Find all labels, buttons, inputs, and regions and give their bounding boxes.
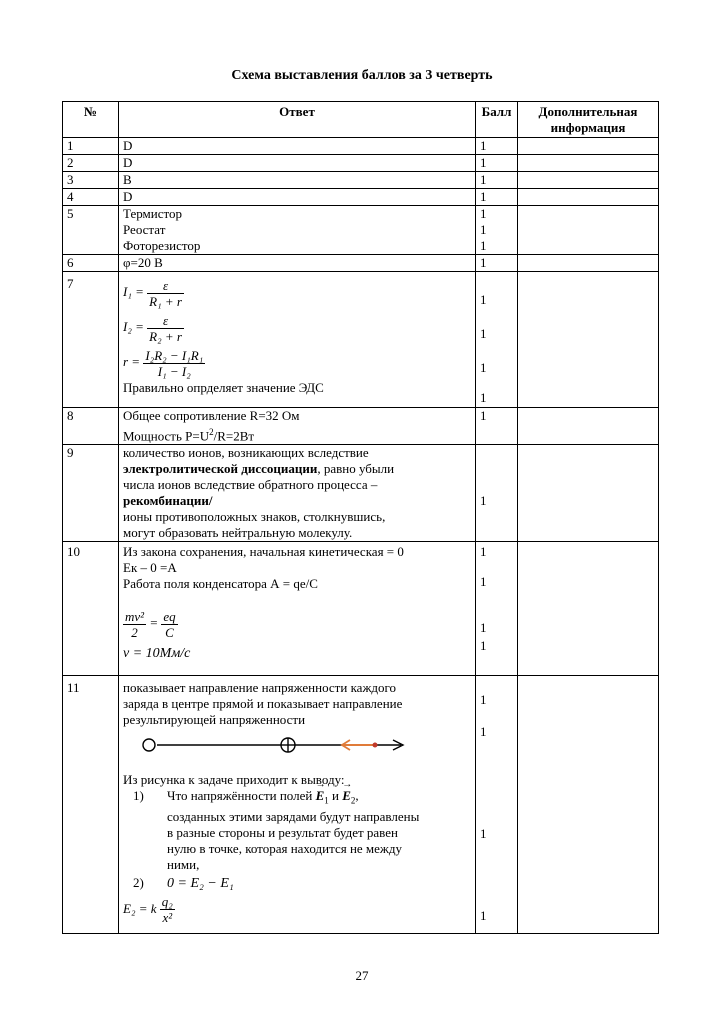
answer-line: Фоторезистор [123, 238, 201, 253]
conclusion-list [123, 788, 471, 892]
table-row-10 [63, 542, 659, 676]
answer-line: результирующей напряженности [123, 712, 306, 728]
row-extra [518, 189, 659, 206]
fraction: $\frac{\varepsilon}{\text{R₂ + r}}$ [149, 312, 182, 344]
table-row-3 [63, 172, 659, 189]
header-num: № [63, 102, 119, 138]
row-extra [518, 206, 659, 255]
row-answer [119, 408, 476, 445]
table-header-row [63, 102, 659, 138]
fraction: $\frac{\text{q₂}}{\text{x²}}$ [161, 894, 173, 926]
answer-line: Термистор [123, 206, 182, 221]
row-num: 1 [63, 138, 119, 155]
row-num: 9 [63, 445, 119, 542]
formula-e2: E₂ = k $\frac{\text{q₂}}{\text{x²}}$ [123, 894, 173, 926]
table-row-1 [63, 138, 659, 155]
table-row-2 [63, 155, 659, 172]
row-extra [518, 255, 659, 272]
row-answer: D [119, 189, 476, 206]
header-extra [518, 102, 659, 138]
field-diagram [131, 732, 431, 758]
row-num: 11 [63, 676, 119, 934]
row-extra [518, 542, 659, 676]
answer-line: электролитической диссоциации, равно убыли [123, 461, 395, 477]
formula-r: r = $\frac{\text{I₂R₂ − I₁R₁}}{\text{I₁ − I₂}}$ [123, 347, 204, 379]
score-value: 1 [480, 238, 487, 253]
formula-i2: I₂ = $\frac{\varepsilon}{\text{R₂ + r}}$ [123, 312, 182, 344]
table-row-11 [63, 676, 659, 934]
answer-line: могут образовать нейтральную молекулу. [123, 525, 353, 541]
score-value: 1 [480, 493, 487, 509]
row-score [476, 445, 518, 542]
row-extra [518, 272, 659, 408]
formula-i1: I₁ = $\frac{\varepsilon}{\text{R₁ + r}}$ [123, 277, 182, 309]
score-table [62, 101, 659, 934]
row-answer [119, 272, 476, 408]
row-num: 7 [63, 272, 119, 408]
row-score: 1 [476, 408, 518, 445]
row-answer: B [119, 172, 476, 189]
row-num: 8 [63, 408, 119, 445]
row-num: 2 [63, 155, 119, 172]
score-value: 1 [480, 206, 487, 221]
answer-line: рекомбинации/ [123, 493, 213, 509]
score-value: 1 [480, 724, 487, 740]
list-item: 1) Что напряжённости полей → $E_1$ $и \to E_2$, созданных этими зарядами будут направлены в разные стороны и результат будет равен нулю в точке, которая находится не между ними, [133, 788, 471, 873]
answer-line: Реостат [123, 222, 166, 237]
row-score: 1 [476, 155, 518, 172]
row-score: 1 [476, 138, 518, 155]
row-num: 4 [63, 189, 119, 206]
row-score [476, 272, 518, 408]
fraction: $\frac{\varepsilon}{\text{R₁ + r}}$ [149, 277, 182, 309]
answer-line: количество ионов, возникающих вследствие [123, 445, 369, 461]
score-value: 1 [480, 292, 487, 307]
header-score: Балл [476, 102, 518, 138]
row-answer [119, 206, 476, 255]
row-answer [119, 542, 476, 676]
row-answer: φ=20 В [119, 255, 476, 272]
answer-line: ионы противоположных знаков, столкнувшись, [123, 509, 386, 525]
formula-energy: $\frac{\text{mv²}}{2}$ = $\frac{eq}{C}$ [125, 608, 176, 640]
table-row-6 [63, 255, 659, 272]
row-num: 5 [63, 206, 119, 255]
score-value: 1 [480, 326, 487, 341]
table-row-5 [63, 206, 659, 255]
row-extra [518, 408, 659, 445]
answer-line: Работа поля конденсатора А = qe/C [123, 576, 318, 592]
row-extra [518, 172, 659, 189]
list-item: 2) 0 = E₂ − E₁ [133, 874, 234, 891]
score-value: 1 [480, 222, 487, 237]
table-row-4 [63, 189, 659, 206]
document-title: Схема выставления баллов за 3 четверть [231, 68, 493, 83]
table-row-8 [63, 408, 659, 445]
row-score [476, 542, 518, 676]
field-point [373, 743, 378, 748]
row-num: 3 [63, 172, 119, 189]
row-extra [518, 676, 659, 934]
answer-line: показывает направление напряженности каждого [123, 680, 397, 696]
row-extra [518, 138, 659, 155]
answer-line: Из рисунка к задаче приходит к выводу: [123, 772, 345, 788]
row-extra [518, 155, 659, 172]
row-score [476, 676, 518, 934]
row-extra [518, 445, 659, 542]
row-answer: D [119, 155, 476, 172]
fraction: $\frac{eq}{C}$ [163, 608, 176, 640]
charge-negative [143, 739, 155, 751]
score-value: 1 [480, 692, 487, 708]
row-answer [119, 676, 476, 934]
formula-velocity: v = 10Мм/с [123, 646, 191, 662]
score-value: 1 [480, 826, 487, 842]
score-value: 1 [480, 620, 487, 636]
answer-line: числа ионов вследствие обратного процесса – [123, 477, 378, 493]
score-value: 1 [480, 390, 487, 405]
answer-line: Мощность $P=U^2/R=2Вт$ [123, 427, 255, 444]
score-value: 1 [480, 638, 487, 654]
fraction: $\frac{\text{mv²}}{2}$ [125, 608, 145, 640]
answer-line: заряда в центре прямой и показывает направление [123, 696, 403, 712]
row-score: 1 [476, 172, 518, 189]
row-score: 1 [476, 189, 518, 206]
page-number: 27 [355, 968, 369, 983]
table-row-9 [63, 445, 659, 542]
header-answer: Ответ [119, 102, 476, 138]
row-score: 1 [476, 255, 518, 272]
row-num: 6 [63, 255, 119, 272]
answer-line: Из закона сохранения, начальная кинетическая = 0 [123, 544, 404, 560]
answer-line: Общее сопротивление R=32 Ом [123, 408, 300, 423]
score-value: 1 [480, 360, 487, 375]
row-num: 10 [63, 542, 119, 676]
header-extra-line1: Дополнительная [538, 104, 638, 119]
fraction: $\frac{\text{I₂R₂ − I₁R₁}}{\text{I₁ − I₂}}$ [145, 347, 204, 379]
table-row-7 [63, 272, 659, 408]
answer-note: Правильно опрделяет значение ЭДС [123, 380, 324, 395]
score-value: 1 [480, 908, 487, 924]
score-value: 1 [480, 574, 487, 590]
answer-line: Ек – 0 =А [123, 560, 177, 576]
row-answer: D [119, 138, 476, 155]
score-value: 1 [480, 544, 487, 560]
header-extra-line2: информация [550, 120, 626, 135]
row-score [476, 206, 518, 255]
row-answer [119, 445, 476, 542]
